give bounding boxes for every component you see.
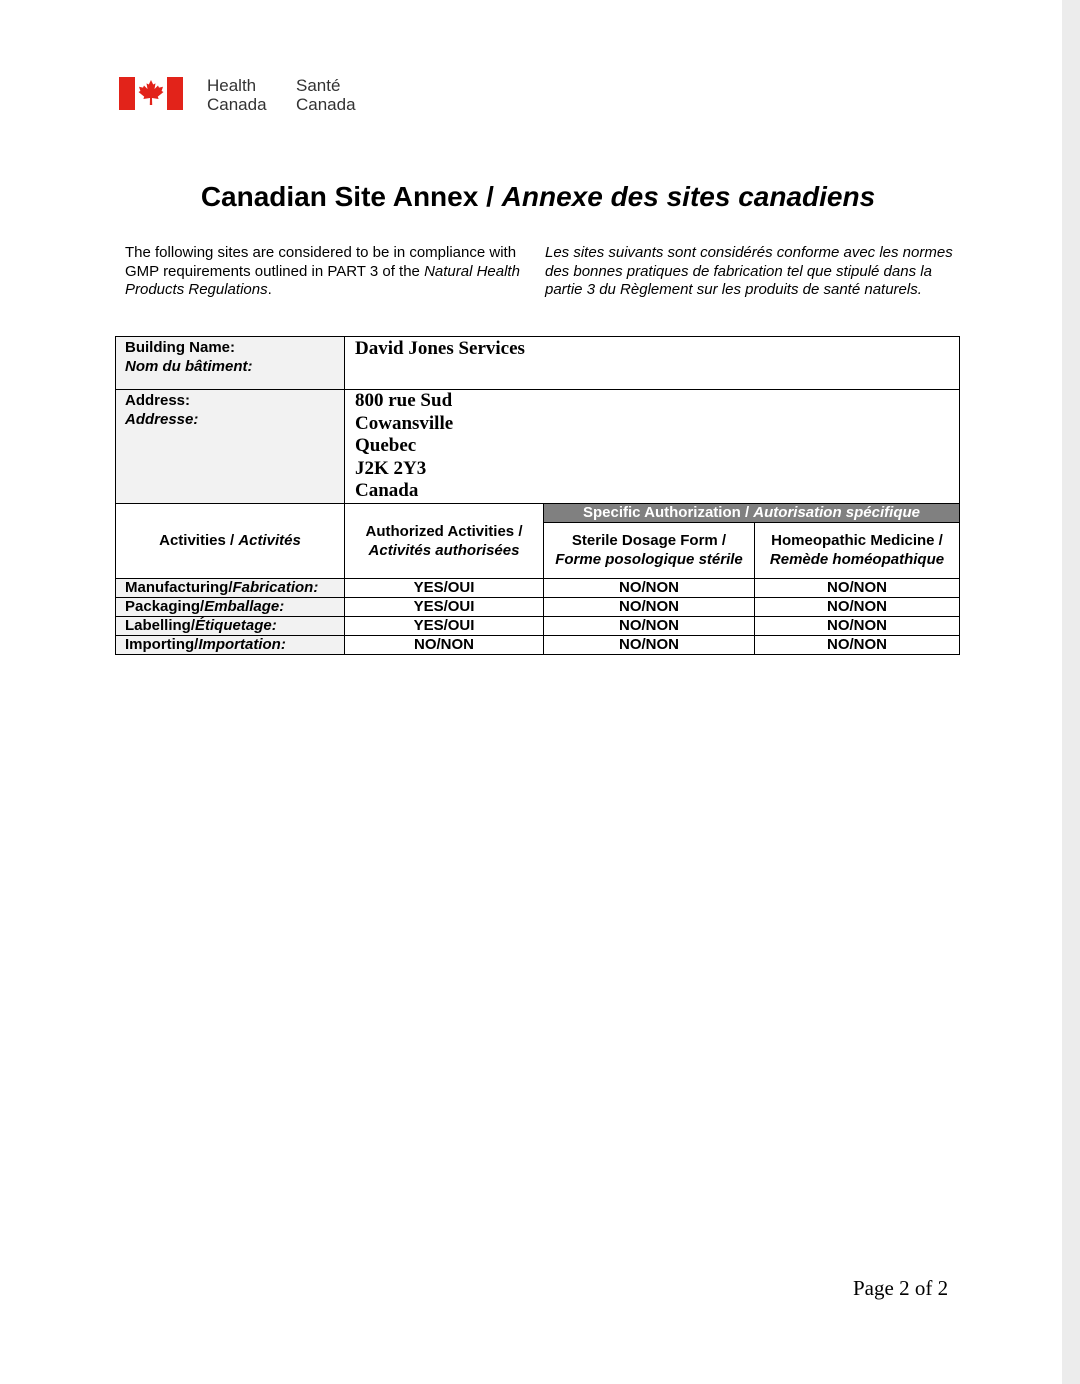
activity-label-en: Packaging/ (125, 597, 205, 615)
homeo-header-fr: Remède homéopathique (769, 551, 945, 568)
authorized-value: YES/OUI (345, 597, 544, 616)
table-row (116, 578, 960, 597)
table-row (116, 597, 960, 616)
dept-fr-line2: Canada (296, 95, 356, 114)
activity-label (116, 578, 345, 597)
intro-paragraph-en (125, 244, 525, 300)
department-name-en (207, 76, 267, 114)
activity-label-fr: Fabrication: (232, 578, 319, 596)
page-number: Page 2 of 2 (853, 1276, 949, 1300)
activity-label-fr: Étiquetage: (195, 616, 277, 634)
activity-label-fr: Emballage: (204, 597, 285, 615)
activity-label (116, 597, 345, 616)
intro-paragraph-fr: Les sites suivants sont considérés conforme avec les normes des bonnes pratiques de fabrication tel que stipulé dans la partie 3 du Règlement sur les produits de santé naturels. (545, 244, 953, 298)
specific-header-en: Specific Authorization / (583, 503, 754, 521)
authorized-header-fr: Activités authorisées (368, 541, 520, 559)
site-annex-table (115, 336, 960, 655)
sterile-value: NO/NON (544, 578, 755, 597)
homeo-header-en: Homeopathic Medicine / (771, 532, 943, 549)
address-value-cell (345, 390, 960, 504)
authorized-header-en: Authorized Activities / (365, 522, 523, 540)
address-row (116, 390, 960, 504)
activities-header-en: Activities / (159, 532, 239, 549)
address-line-2: Cowansville (355, 412, 454, 434)
address-label-cell (116, 390, 345, 504)
activity-label (116, 616, 345, 635)
activity-label-en: Importing/ (125, 635, 199, 653)
title-en: Canadian Site Annex / (200, 181, 502, 212)
authorized-value: YES/OUI (345, 578, 544, 597)
building-name-value: David Jones Services (355, 338, 525, 359)
homeo-value: NO/NON (755, 616, 960, 635)
dept-fr-line1: Santé (296, 76, 341, 95)
dept-en-line2: Canada (207, 95, 267, 114)
department-name-fr (296, 76, 356, 114)
flag-red-bar-left (119, 77, 135, 110)
building-row (116, 337, 960, 390)
building-label-fr: Nom du bâtiment: (125, 358, 253, 375)
address-line-5: Canada (355, 480, 419, 501)
canada-flag-logo (119, 77, 183, 110)
specific-header-fr: Autorisation spécifique (753, 503, 920, 521)
table-row (116, 616, 960, 635)
sterile-header-fr: Forme posologique stérile (555, 551, 743, 568)
dept-en-line1: Health (207, 76, 257, 95)
intro-en-regulation-name: Natural Health Products Regulations (125, 262, 520, 298)
address-label-en: Address: (125, 392, 191, 409)
authorized-value: NO/NON (345, 635, 544, 654)
activities-header-fr: Activités (238, 532, 301, 549)
address-label-fr: Addresse: (125, 411, 199, 428)
building-label-en: Building Name: (125, 339, 236, 356)
activity-label (116, 635, 345, 654)
address-line-4: J2K 2Y3 (355, 457, 427, 479)
sterile-value: NO/NON (544, 635, 755, 654)
intro-en-end: . (267, 281, 272, 298)
activities-header-cell (116, 503, 345, 578)
activity-label-en: Manufacturing/ (125, 578, 233, 596)
authorized-activities-header (345, 503, 544, 578)
sterile-value: NO/NON (544, 616, 755, 635)
maple-leaf-icon (136, 79, 166, 107)
address-line-3: Quebec (355, 435, 417, 456)
specific-authorization-header (544, 503, 960, 522)
activity-label-en: Labelling/ (125, 616, 196, 634)
address-line-1: 800 rue Sud (355, 390, 453, 411)
activity-label-fr: Importation: (198, 635, 286, 653)
table-row (116, 635, 960, 654)
homeo-value: NO/NON (755, 597, 960, 616)
homeo-value: NO/NON (755, 578, 960, 597)
sterile-dosage-form-header (544, 522, 755, 578)
sterile-value: NO/NON (544, 597, 755, 616)
title-fr: Annexe des sites canadiens (501, 181, 876, 212)
sterile-header-en: Sterile Dosage Form / (571, 532, 727, 549)
building-value-cell (345, 337, 960, 390)
document-title (0, 180, 1076, 214)
authorized-value: YES/OUI (345, 616, 544, 635)
intro-en-text: The following sites are considered to be in compliance with GMP requirements outlined in PART 3 of the (125, 244, 517, 280)
homeopathic-medicine-header (755, 522, 960, 578)
activities-header-row-1 (116, 503, 960, 522)
building-label-cell (116, 337, 345, 390)
flag-red-bar-right (167, 77, 183, 110)
homeo-value: NO/NON (755, 635, 960, 654)
